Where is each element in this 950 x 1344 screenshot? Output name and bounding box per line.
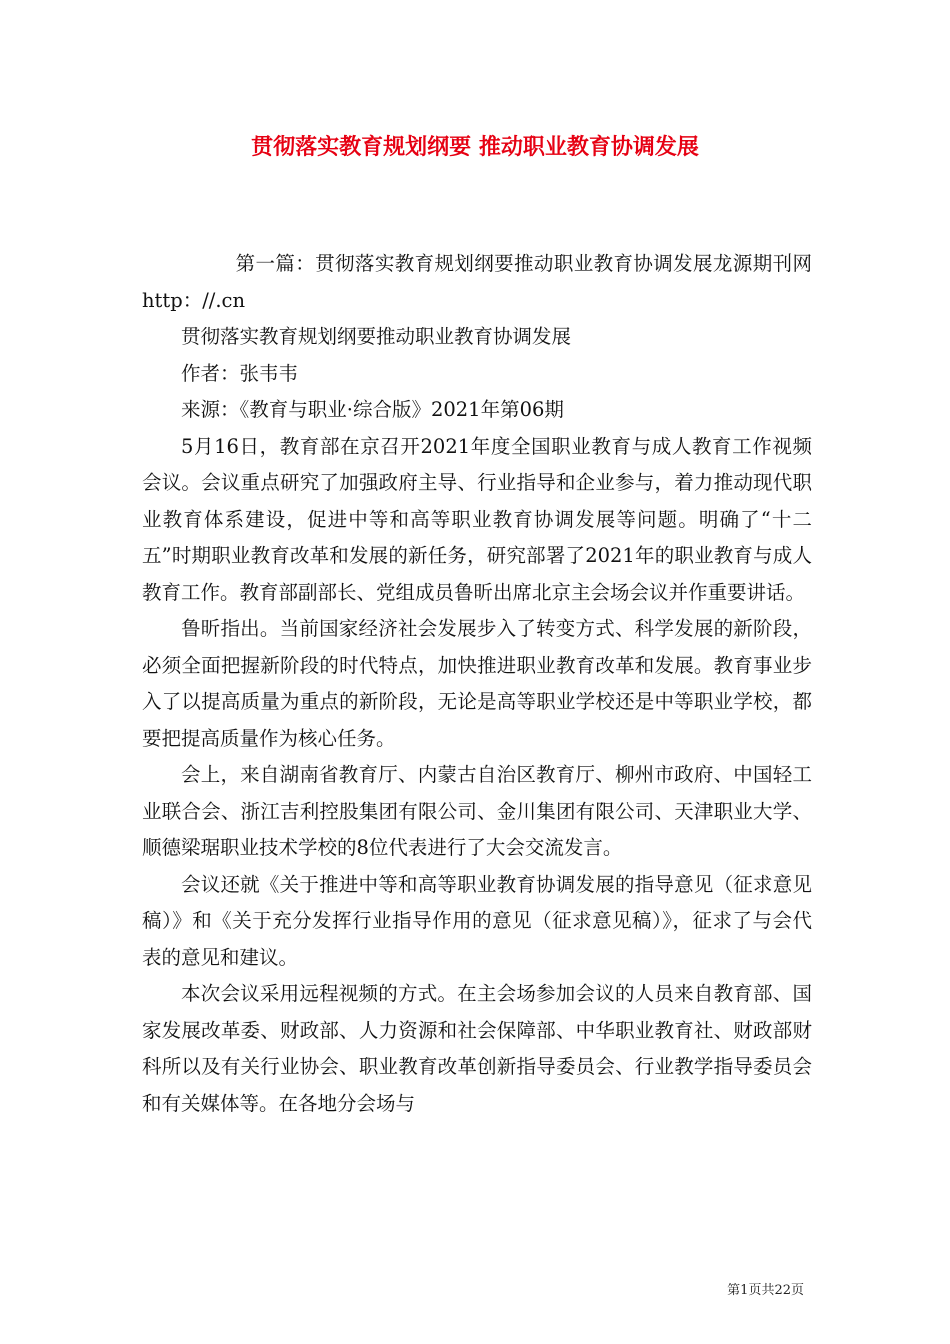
paragraph-author: 作者：张韦韦 bbox=[181, 361, 299, 385]
paragraph-source: 来源：《教育与职业·综合版》2021年第06期 bbox=[181, 398, 564, 421]
paragraph-article-title: 贯彻落实教育规划纲要推动职业教育协调发展 bbox=[181, 325, 572, 348]
paragraph-heading-source: 第一篇：贯彻落实教育规划纲要推动职业教育协调发展龙源期刊网 http：//.cn bbox=[142, 252, 812, 312]
document-title: 贯彻落实教育规划纲要 推动职业教育协调发展 bbox=[251, 135, 699, 160]
paragraph-body-3: 会上，来自湖南省教育厅、内蒙古自治区教育厅、柳州市政府、中国轻工业联合会、浙江吉利控股集团有限公司、金川集团有限公司、天津职业大学、顺德梁琚职业技术学校的8位代表进行了大会交流发言。 bbox=[142, 763, 812, 859]
document-body bbox=[142, 246, 812, 1122]
page-number: 第1页共22页 bbox=[727, 1283, 804, 1298]
paragraph-body-1: 5月16日，教育部在京召开2021年度全国职业教育与成人教育工作视频会议。会议重点研究了加强政府主导、行业指导和企业参与，着力推动现代职业教育体系建设，促进中等和高等职业教育协调发展等问题。明确了“十二五”时期职业教育改革和发展的新任务，研究部署了2021年的职业教育与成人教育工作。教育部副部长、党组成员鲁昕出席北京主会场会议并作重要讲话。 bbox=[142, 434, 812, 604]
paragraph-body-2: 鲁昕指出。当前国家经济社会发展步入了转变方式、科学发展的新阶段，必须全面把握新阶段的时代特点，加快推进职业教育改革和发展。教育事业步入了以提高质量为重点的新阶段，无论是高等职业学校还是中等职业学校，都要把提高质量作为核心任务。 bbox=[142, 617, 812, 750]
paragraph-body-4: 会议还就《关于推进中等和高等职业教育协调发展的指导意见（征求意见稿）》和《关于充分发挥行业指导作用的意见（征求意见稿）》，征求了与会代表的意见和建议。 bbox=[142, 872, 812, 969]
paragraph-body-5: 本次会议采用远程视频的方式。在主会场参加会议的人员来自教育部、国家发展改革委、财政部、人力资源和社会保障部、中华职业教育社、财政部财科所以及有关行业协会、职业教育改革创新指导委员会、行业教学指导委员会和有关媒体等。在各地分会场与 bbox=[142, 982, 812, 1115]
